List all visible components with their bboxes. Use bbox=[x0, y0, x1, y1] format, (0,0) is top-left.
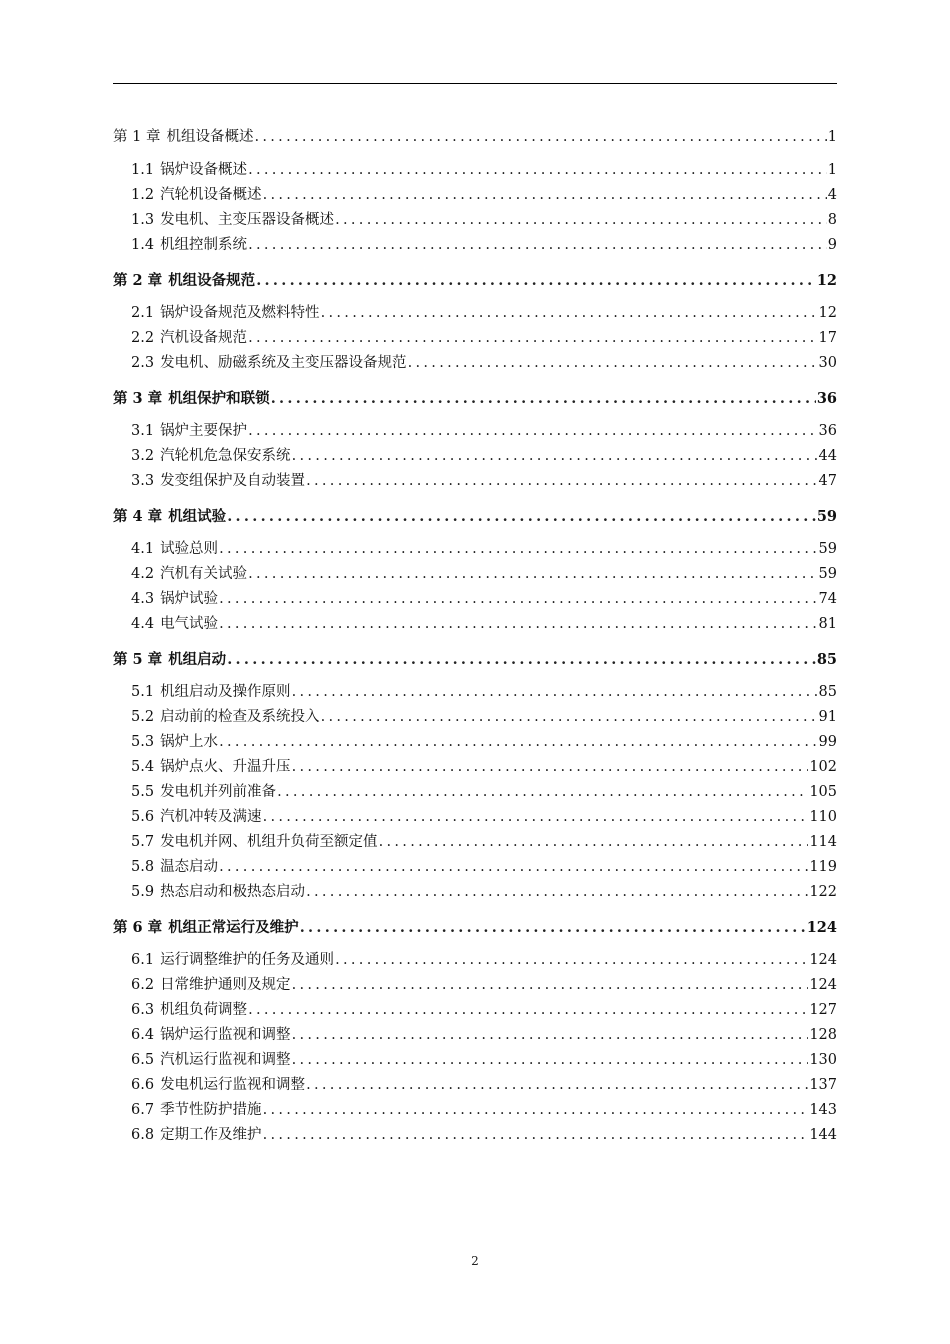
toc-leader-dots bbox=[248, 326, 817, 351]
toc-entry-page-number: 85 bbox=[818, 684, 837, 700]
toc-entry-number: 6.1 bbox=[131, 952, 155, 968]
toc-entry-label bbox=[131, 780, 276, 805]
toc-leader-dots bbox=[248, 562, 817, 587]
toc-leader-dots bbox=[292, 1048, 809, 1073]
toc-entry-page-number: 85 bbox=[816, 651, 837, 668]
toc-entry-label bbox=[131, 880, 305, 905]
toc-entry-page-number: 1 bbox=[827, 129, 837, 145]
toc-entry-label bbox=[131, 419, 247, 444]
toc-leader-dots bbox=[335, 948, 808, 973]
toc-section-entry[interactable] bbox=[113, 780, 837, 805]
toc-leader-dots bbox=[292, 973, 809, 998]
toc-section-entry[interactable] bbox=[113, 1123, 837, 1148]
toc-entry-page-number: 9 bbox=[827, 237, 837, 253]
toc-leader-dots bbox=[248, 158, 827, 183]
toc-entry-title: 热态启动和极热态启动 bbox=[160, 884, 306, 900]
toc-chapter-entry[interactable] bbox=[113, 386, 837, 411]
toc-leader-dots bbox=[271, 386, 816, 411]
toc-entry-page-number: 36 bbox=[818, 423, 837, 439]
toc-entry-number: 1.3 bbox=[131, 212, 155, 228]
toc-entry-number: 5.1 bbox=[131, 684, 155, 700]
toc-section-entry[interactable] bbox=[113, 419, 837, 444]
toc-entry-number: 4.2 bbox=[131, 566, 155, 582]
toc-leader-dots bbox=[248, 998, 808, 1023]
toc-entry-number: 5.2 bbox=[131, 709, 155, 725]
footer-page-number: 2 bbox=[471, 1254, 479, 1268]
toc-entry-label bbox=[131, 351, 407, 376]
toc-entry-label bbox=[131, 208, 334, 233]
toc-leader-dots bbox=[408, 351, 818, 376]
toc-entry-number: 4.1 bbox=[131, 541, 155, 557]
toc-section-entry[interactable] bbox=[113, 1098, 837, 1123]
toc-entry-label bbox=[113, 504, 226, 529]
toc-entry-label bbox=[131, 830, 378, 855]
toc-entry-number: 6.7 bbox=[131, 1102, 155, 1118]
toc-entry-label bbox=[131, 1073, 305, 1098]
toc-entry-number: 5.3 bbox=[131, 734, 155, 750]
toc-leader-dots bbox=[306, 1073, 808, 1098]
toc-section-entry[interactable] bbox=[113, 208, 837, 233]
toc-entry-number: 6.5 bbox=[131, 1052, 155, 1068]
toc-entry-page-number: 36 bbox=[816, 390, 837, 407]
toc-entry-title: 机组设备规范 bbox=[168, 272, 256, 289]
toc-leader-dots bbox=[256, 268, 816, 293]
toc-leader-dots bbox=[219, 537, 817, 562]
toc-entry-title: 季节性防护措施 bbox=[160, 1102, 262, 1118]
toc-entry-title: 锅炉运行监视和调整 bbox=[160, 1027, 291, 1043]
toc-section-entry[interactable] bbox=[113, 855, 837, 880]
toc-entry-number: 2.2 bbox=[131, 330, 155, 346]
toc-entry-label bbox=[131, 587, 218, 612]
toc-entry-label bbox=[131, 469, 305, 494]
toc-section-entry[interactable] bbox=[113, 326, 837, 351]
toc-entry-number: 第 3 章 bbox=[113, 390, 163, 407]
toc-entry-title: 定期工作及维护 bbox=[160, 1127, 262, 1143]
toc-entry-number: 5.4 bbox=[131, 759, 155, 775]
toc-entry-label bbox=[131, 1098, 262, 1123]
toc-section-entry[interactable] bbox=[113, 612, 837, 637]
toc-entry-title: 试验总则 bbox=[160, 541, 219, 557]
toc-section-entry[interactable] bbox=[113, 805, 837, 830]
toc-entry-page-number: 105 bbox=[809, 784, 837, 800]
toc-entry-number: 2.1 bbox=[131, 305, 155, 321]
toc-leader-dots bbox=[263, 1098, 809, 1123]
toc-entry-page-number: 4 bbox=[827, 187, 837, 203]
toc-section-entry[interactable] bbox=[113, 233, 837, 258]
toc-entry-page-number: 124 bbox=[809, 977, 837, 993]
toc-entry-label bbox=[131, 1023, 291, 1048]
toc-entry-label bbox=[131, 537, 218, 562]
toc-entry-page-number: 47 bbox=[818, 473, 837, 489]
toc-chapter-entry[interactable] bbox=[113, 268, 837, 293]
toc-entry-page-number: 127 bbox=[809, 1002, 837, 1018]
toc-entry-page-number: 59 bbox=[816, 508, 837, 525]
toc-entry-label bbox=[131, 301, 320, 326]
toc-entry-title: 锅炉设备规范及燃料特性 bbox=[160, 305, 320, 321]
toc-entry-title: 温态启动 bbox=[160, 859, 219, 875]
toc-entry-title: 发电机并网、机组升负荷至额定值 bbox=[160, 834, 378, 850]
toc-entry-number: 6.3 bbox=[131, 1002, 155, 1018]
toc-leader-dots bbox=[335, 208, 827, 233]
toc-entry-number: 3.1 bbox=[131, 423, 155, 439]
toc-section-entry[interactable] bbox=[113, 351, 837, 376]
toc-entry-title: 锅炉主要保护 bbox=[160, 423, 248, 439]
toc-section-entry[interactable] bbox=[113, 755, 837, 780]
toc-entry-label bbox=[113, 386, 270, 411]
toc-entry-number: 6.2 bbox=[131, 977, 155, 993]
toc-section-entry[interactable] bbox=[113, 973, 837, 998]
toc-entry-number: 1.1 bbox=[131, 162, 155, 178]
toc-leader-dots bbox=[292, 680, 818, 705]
toc-section-entry[interactable] bbox=[113, 830, 837, 855]
toc-entry-title: 锅炉点火、升温升压 bbox=[160, 759, 291, 775]
toc-section-entry[interactable] bbox=[113, 444, 837, 469]
toc-entry-number: 3.3 bbox=[131, 473, 155, 489]
toc-entry-label bbox=[131, 755, 291, 780]
toc-leader-dots bbox=[227, 647, 816, 672]
toc-section-entry[interactable] bbox=[113, 469, 837, 494]
toc-entry-number: 5.5 bbox=[131, 784, 155, 800]
toc-entry-number: 5.7 bbox=[131, 834, 155, 850]
toc-entry-title: 日常维护通则及规定 bbox=[160, 977, 291, 993]
toc-entry-title: 发电机并列前准备 bbox=[160, 784, 277, 800]
toc-entry-title: 发电机运行监视和调整 bbox=[160, 1077, 306, 1093]
toc-entry-label bbox=[131, 183, 262, 208]
toc-chapter-entry[interactable] bbox=[113, 647, 837, 672]
toc-leader-dots bbox=[219, 587, 817, 612]
toc-chapter-entry[interactable] bbox=[113, 915, 837, 940]
toc-entry-page-number: 99 bbox=[818, 734, 837, 750]
toc-entry-number: 第 1 章 bbox=[113, 129, 161, 145]
header-rule bbox=[113, 83, 837, 84]
toc-entry-title: 锅炉上水 bbox=[160, 734, 219, 750]
toc-entry-number: 5.9 bbox=[131, 884, 155, 900]
toc-entry-page-number: 122 bbox=[809, 884, 837, 900]
toc-leader-dots bbox=[292, 755, 809, 780]
toc-section-entry[interactable] bbox=[113, 183, 837, 208]
toc-entry-page-number: 30 bbox=[818, 355, 837, 371]
toc-section-entry[interactable] bbox=[113, 1023, 837, 1048]
toc-leader-dots bbox=[321, 301, 818, 326]
toc-entry-title: 汽机设备规范 bbox=[160, 330, 248, 346]
toc-entry-title: 汽轮机危急保安系统 bbox=[160, 448, 291, 464]
toc-entry-label bbox=[131, 562, 247, 587]
toc-section-entry[interactable] bbox=[113, 537, 837, 562]
toc-entry-title: 发电机、主变压器设备概述 bbox=[160, 212, 335, 228]
toc-entry-number: 5.6 bbox=[131, 809, 155, 825]
toc-entry-page-number: 119 bbox=[809, 859, 837, 875]
toc-entry-title: 机组设备概述 bbox=[166, 129, 254, 145]
toc-entry-page-number: 81 bbox=[818, 616, 837, 632]
toc-entry-label bbox=[113, 915, 299, 940]
toc-leader-dots bbox=[292, 444, 818, 469]
toc-entry-page-number: 12 bbox=[818, 305, 837, 321]
toc-leader-dots bbox=[263, 805, 809, 830]
toc-entry-label bbox=[131, 158, 247, 183]
toc-section-entry[interactable] bbox=[113, 998, 837, 1023]
toc-entry-label bbox=[131, 1048, 291, 1073]
toc-entry-label bbox=[131, 1123, 262, 1148]
toc-section-entry[interactable] bbox=[113, 705, 837, 730]
toc-entry-title: 机组负荷调整 bbox=[160, 1002, 248, 1018]
toc-entry-number: 第 5 章 bbox=[113, 651, 163, 668]
toc-entry-label bbox=[131, 612, 218, 637]
toc-entry-page-number: 114 bbox=[809, 834, 837, 850]
toc-entry-page-number: 102 bbox=[809, 759, 837, 775]
toc-entry-page-number: 124 bbox=[806, 919, 837, 936]
toc-entry-number: 6.6 bbox=[131, 1077, 155, 1093]
toc-entry-label bbox=[131, 680, 291, 705]
toc-chapter-entry[interactable] bbox=[113, 125, 837, 150]
toc-leader-dots bbox=[219, 612, 817, 637]
toc-leader-dots bbox=[219, 855, 808, 880]
toc-entry-number: 1.4 bbox=[131, 237, 155, 253]
toc-entry-title: 运行调整维护的任务及通则 bbox=[160, 952, 335, 968]
toc-entry-title: 机组启动 bbox=[168, 651, 227, 668]
toc-entry-page-number: 8 bbox=[827, 212, 837, 228]
toc-entry-label bbox=[113, 125, 253, 150]
toc-leader-dots bbox=[300, 915, 806, 940]
toc-entry-number: 5.8 bbox=[131, 859, 155, 875]
toc-leader-dots bbox=[379, 830, 809, 855]
toc-entry-label bbox=[113, 268, 255, 293]
toc-entry-page-number: 17 bbox=[818, 330, 837, 346]
toc-leader-dots bbox=[306, 880, 808, 905]
toc-entry-page-number: 12 bbox=[816, 272, 837, 289]
toc-entry-number: 4.4 bbox=[131, 616, 155, 632]
toc-entry-number: 6.4 bbox=[131, 1027, 155, 1043]
toc-leader-dots bbox=[263, 183, 827, 208]
toc-section-entry[interactable] bbox=[113, 1048, 837, 1073]
toc-entry-title: 机组控制系统 bbox=[160, 237, 248, 253]
toc-entry-title: 锅炉试验 bbox=[160, 591, 219, 607]
toc-entry-title: 机组试验 bbox=[168, 508, 227, 525]
toc-entry-title: 机组保护和联锁 bbox=[168, 390, 270, 407]
toc-entry-label bbox=[131, 805, 262, 830]
toc-section-entry[interactable] bbox=[113, 1073, 837, 1098]
toc-leader-dots bbox=[248, 419, 817, 444]
toc-entry-title: 发变组保护及自动装置 bbox=[160, 473, 306, 489]
toc-entry-title: 汽机有关试验 bbox=[160, 566, 248, 582]
toc-entry-title: 电气试验 bbox=[160, 616, 219, 632]
toc-entry-title: 机组启动及操作原则 bbox=[160, 684, 291, 700]
toc-entry-label bbox=[131, 973, 291, 998]
toc-entry-label bbox=[131, 730, 218, 755]
toc-chapter-entry[interactable] bbox=[113, 504, 837, 529]
toc-entry-title: 机组正常运行及维护 bbox=[168, 919, 299, 936]
toc-entry-page-number: 143 bbox=[809, 1102, 837, 1118]
toc-leader-dots bbox=[227, 504, 816, 529]
toc-entry-label bbox=[131, 233, 247, 258]
toc-entry-number: 第 6 章 bbox=[113, 919, 163, 936]
toc-entry-label bbox=[131, 705, 320, 730]
table-of-contents bbox=[113, 125, 837, 1148]
toc-leader-dots bbox=[321, 705, 818, 730]
toc-entry-page-number: 144 bbox=[809, 1127, 837, 1143]
toc-section-entry[interactable] bbox=[113, 562, 837, 587]
toc-entry-page-number: 91 bbox=[818, 709, 837, 725]
toc-entry-title: 启动前的检查及系统投入 bbox=[160, 709, 320, 725]
toc-section-entry[interactable] bbox=[113, 301, 837, 326]
toc-section-entry[interactable] bbox=[113, 730, 837, 755]
toc-entry-title: 汽机冲转及满速 bbox=[160, 809, 262, 825]
toc-section-entry[interactable] bbox=[113, 948, 837, 973]
toc-entry-number: 4.3 bbox=[131, 591, 155, 607]
toc-entry-page-number: 44 bbox=[818, 448, 837, 464]
toc-section-entry[interactable] bbox=[113, 680, 837, 705]
toc-entry-page-number: 124 bbox=[809, 952, 837, 968]
toc-entry-title: 汽机运行监视和调整 bbox=[160, 1052, 291, 1068]
toc-section-entry[interactable] bbox=[113, 880, 837, 905]
toc-entry-label bbox=[131, 444, 291, 469]
toc-leader-dots bbox=[263, 1123, 809, 1148]
toc-entry-page-number: 130 bbox=[809, 1052, 837, 1068]
toc-entry-number: 1.2 bbox=[131, 187, 155, 203]
toc-entry-label bbox=[131, 948, 334, 973]
toc-entry-label bbox=[113, 647, 226, 672]
toc-leader-dots bbox=[219, 730, 817, 755]
toc-entry-page-number: 110 bbox=[809, 809, 837, 825]
toc-entry-number: 第 2 章 bbox=[113, 272, 163, 289]
toc-entry-page-number: 137 bbox=[809, 1077, 837, 1093]
toc-entry-title: 锅炉设备概述 bbox=[160, 162, 248, 178]
toc-section-entry[interactable] bbox=[113, 158, 837, 183]
toc-section-entry[interactable] bbox=[113, 587, 837, 612]
toc-entry-number: 3.2 bbox=[131, 448, 155, 464]
toc-leader-dots bbox=[306, 469, 817, 494]
toc-leader-dots bbox=[277, 780, 808, 805]
toc-entry-title: 发电机、励磁系统及主变压器设备规范 bbox=[160, 355, 407, 371]
toc-leader-dots bbox=[248, 233, 827, 258]
toc-entry-title: 汽轮机设备概述 bbox=[160, 187, 262, 203]
toc-entry-number: 第 4 章 bbox=[113, 508, 163, 525]
toc-entry-label bbox=[131, 998, 247, 1023]
toc-leader-dots bbox=[254, 125, 826, 150]
toc-entry-number: 2.3 bbox=[131, 355, 155, 371]
toc-leader-dots bbox=[292, 1023, 809, 1048]
toc-entry-label bbox=[131, 326, 247, 351]
toc-entry-page-number: 59 bbox=[818, 541, 837, 557]
toc-entry-label bbox=[131, 855, 218, 880]
toc-entry-page-number: 1 bbox=[827, 162, 837, 178]
toc-entry-number: 6.8 bbox=[131, 1127, 155, 1143]
toc-entry-page-number: 74 bbox=[818, 591, 837, 607]
toc-entry-page-number: 59 bbox=[818, 566, 837, 582]
toc-entry-page-number: 128 bbox=[809, 1027, 837, 1043]
